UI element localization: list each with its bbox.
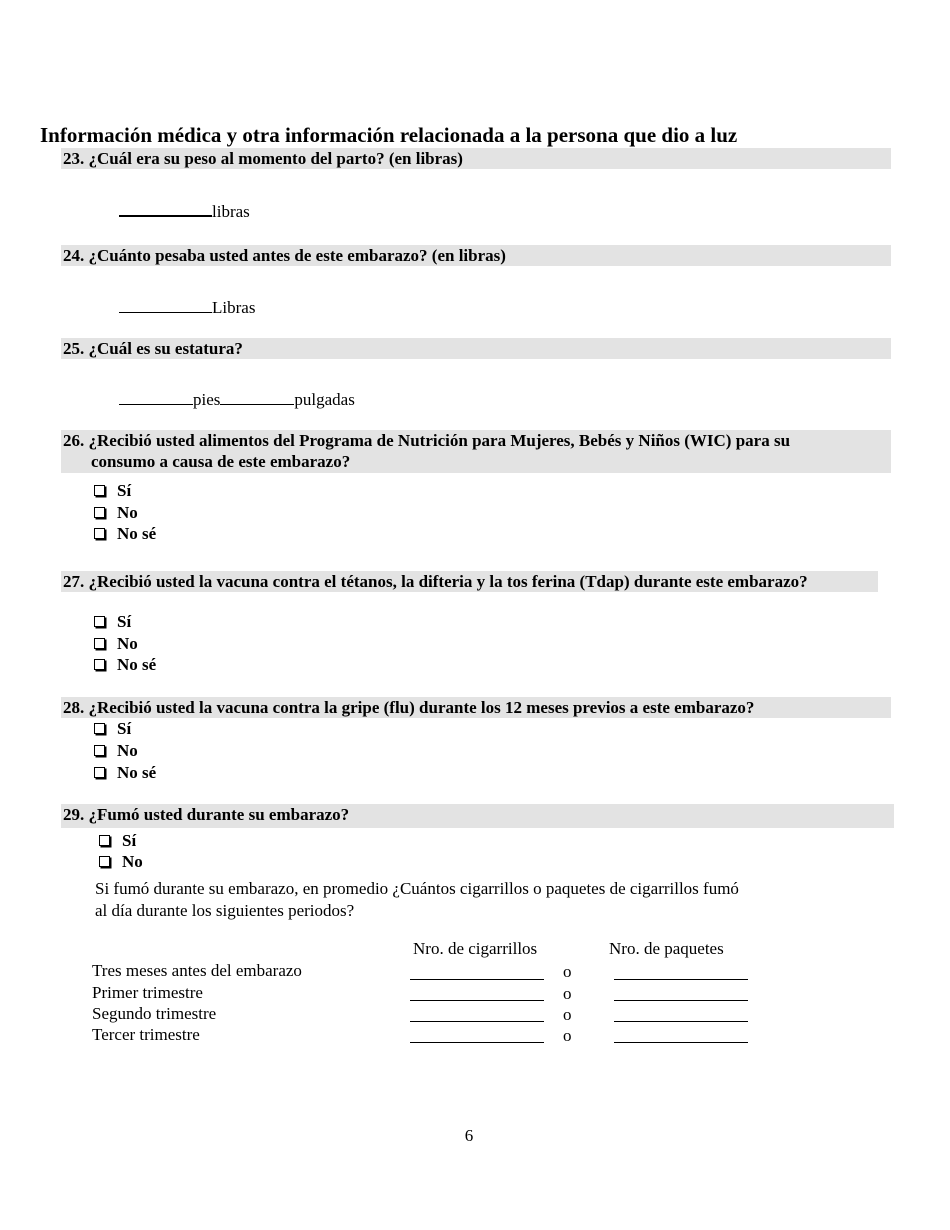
smoking-followup-line2: al día durante los siguientes periodos? [95, 901, 355, 920]
checkbox-icon[interactable] [99, 856, 110, 867]
option-label: No sé [117, 655, 157, 674]
option-label: Sí [117, 481, 132, 500]
packs-field-pre-pregnancy[interactable] [614, 979, 748, 980]
checkbox-icon[interactable] [94, 507, 105, 518]
period-label-pre-pregnancy: Tres meses antes del embarazo [92, 961, 302, 980]
question-24 [61, 245, 891, 266]
weight-at-delivery-unit: libras [212, 202, 250, 221]
period-label-second-trimester: Segundo trimestre [92, 1004, 217, 1023]
height-feet-unit: pies [193, 390, 221, 409]
height-inches-field[interactable] [220, 388, 294, 405]
cigarettes-field-second-trimester[interactable] [410, 1021, 544, 1022]
option-label: No sé [117, 524, 157, 543]
question-26-text-line2: consumo a causa de este embarazo? [91, 452, 351, 471]
option-label: No [117, 741, 138, 760]
or-label: o [563, 984, 572, 1003]
q28-option-no-se[interactable] [94, 762, 156, 783]
q27-option-si[interactable] [94, 611, 131, 632]
q26-option-no-se[interactable] [94, 523, 156, 544]
q28-option-no[interactable] [94, 740, 138, 761]
question-28 [61, 697, 891, 718]
cigarettes-field-pre-pregnancy[interactable] [410, 979, 544, 980]
question-26-text-line1: 26. ¿Recibió usted alimentos del Programa de Nutrición para Mujeres, Bebés y Niños (WIC) para su [63, 431, 791, 450]
period-label-first-trimester: Primer trimestre [92, 983, 203, 1002]
question-25 [61, 338, 891, 359]
weight-before-pregnancy-unit: Libras [212, 298, 256, 317]
option-label: Sí [122, 831, 137, 850]
question-26 [61, 430, 891, 473]
question-29-text: 29. ¿Fumó usted durante su embarazo? [63, 805, 350, 824]
question-28-text: 28. ¿Recibió usted la vacuna contra la gripe (flu) durante los 12 meses previos a este embarazo? [63, 698, 755, 717]
weight-at-delivery-field[interactable] [119, 199, 212, 217]
cigarettes-column-header: Nro. de cigarrillos [413, 939, 538, 958]
checkbox-icon[interactable] [94, 616, 105, 627]
q26-option-no[interactable] [94, 502, 138, 523]
smoking-followup-question [95, 878, 815, 922]
checkbox-icon[interactable] [94, 485, 105, 496]
option-label: No [117, 634, 138, 653]
q27-option-no[interactable] [94, 633, 138, 654]
height-answer [119, 388, 355, 410]
option-label: Sí [117, 612, 132, 631]
question-24-text: 24. ¿Cuánto pesaba usted antes de este embarazo? (en libras) [63, 246, 506, 265]
checkbox-icon[interactable] [99, 835, 110, 846]
q27-option-no-se[interactable] [94, 654, 156, 675]
page-number: 6 [464, 1126, 474, 1145]
question-23 [61, 148, 891, 169]
option-label: No [117, 503, 138, 522]
weight-before-pregnancy-field[interactable] [119, 296, 212, 313]
packs-field-second-trimester[interactable] [614, 1021, 748, 1022]
checkbox-icon[interactable] [94, 767, 105, 778]
checkbox-icon[interactable] [94, 745, 105, 756]
checkbox-icon[interactable] [94, 723, 105, 734]
or-label: o [563, 1005, 572, 1024]
q29-option-si[interactable] [99, 830, 136, 851]
weight-before-pregnancy-answer [119, 296, 255, 318]
option-label: No [122, 852, 143, 871]
option-label: Sí [117, 719, 132, 738]
cigarettes-field-third-trimester[interactable] [410, 1042, 544, 1043]
checkbox-icon[interactable] [94, 659, 105, 670]
packs-field-third-trimester[interactable] [614, 1042, 748, 1043]
q28-option-si[interactable] [94, 718, 131, 739]
question-23-text: 23. ¿Cuál era su peso al momento del parto? (en libras) [63, 149, 463, 168]
question-27 [61, 571, 878, 592]
height-feet-field[interactable] [119, 388, 193, 405]
cigarettes-field-first-trimester[interactable] [410, 1000, 544, 1001]
checkbox-icon[interactable] [94, 638, 105, 649]
q29-option-no[interactable] [99, 851, 143, 872]
checkbox-icon[interactable] [94, 528, 105, 539]
or-label: o [563, 1026, 572, 1045]
q26-option-si[interactable] [94, 480, 131, 501]
question-27-text: 27. ¿Recibió usted la vacuna contra el tétanos, la difteria y la tos ferina (Tdap) durante este embarazo? [63, 572, 808, 591]
height-inches-unit: pulgadas [294, 390, 355, 409]
packs-column-header: Nro. de paquetes [609, 939, 724, 958]
or-label: o [563, 962, 572, 981]
smoking-followup-line1: Si fumó durante su embarazo, en promedio ¿Cuántos cigarrillos o paquetes de cigarrillos fumó [95, 879, 739, 898]
weight-at-delivery-answer [119, 199, 250, 222]
question-29 [61, 804, 894, 828]
packs-field-first-trimester[interactable] [614, 1000, 748, 1001]
period-label-third-trimester: Tercer trimestre [92, 1025, 200, 1044]
section-title: Información médica y otra información relacionada a la persona que dio a luz [40, 123, 738, 147]
option-label: No sé [117, 763, 157, 782]
question-25-text: 25. ¿Cuál es su estatura? [63, 339, 243, 358]
